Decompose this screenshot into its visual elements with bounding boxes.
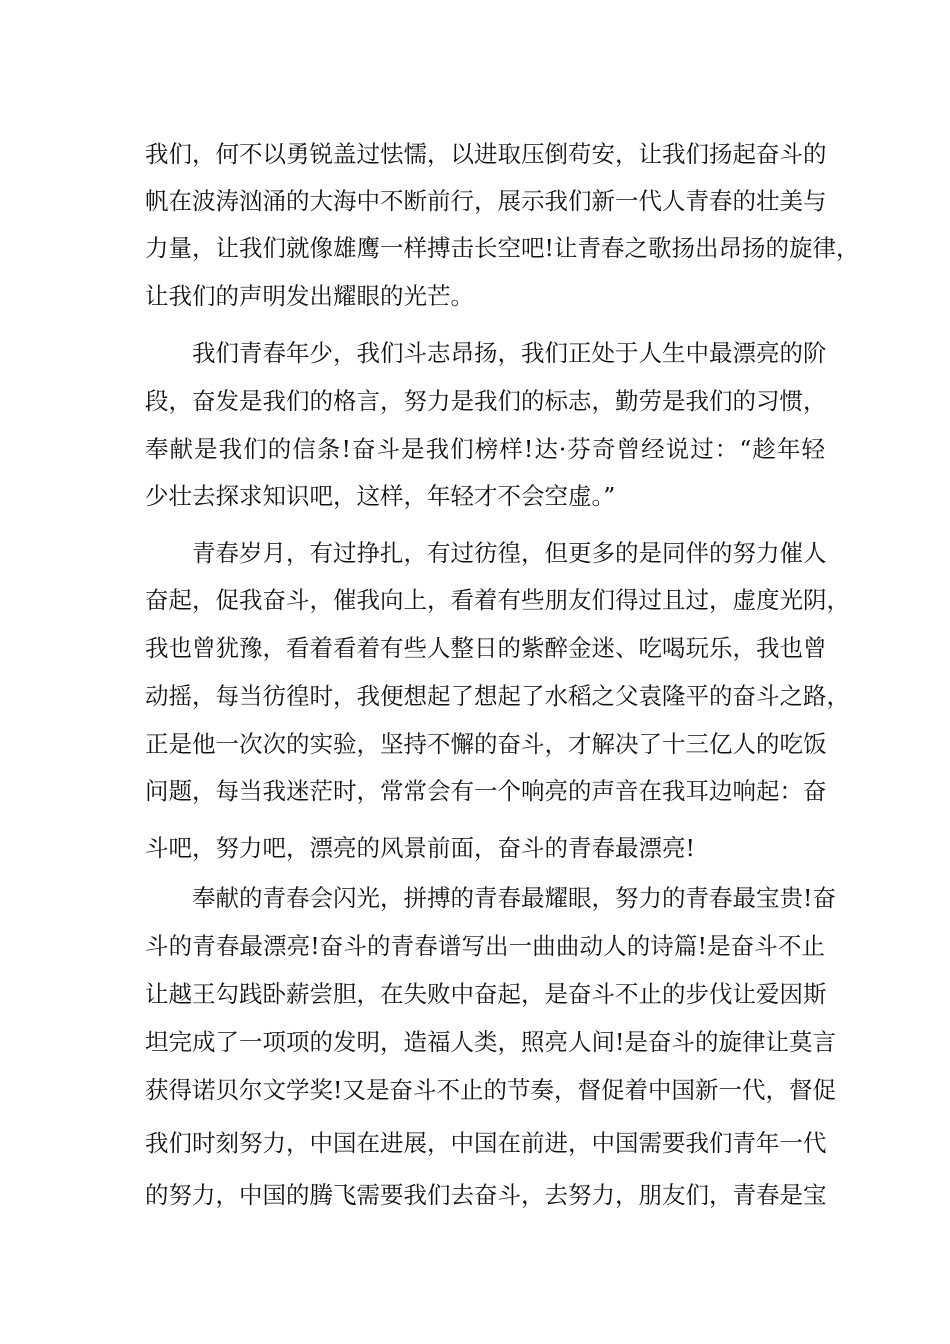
text-line: 让我们的声明发出耀眼的光芒。 — [145, 282, 474, 310]
text-line: 正是他一次次的实验，坚持不懈的奋斗，才解决了十三亿人的吃饭 — [145, 730, 827, 758]
text-line: 获得诺贝尔文学奖!又是奋斗不止的节奏，督促着中国新一代，督促 — [145, 1076, 836, 1104]
text-line: 奋起，促我奋斗，催我向上，看着有些朋友们得过且过，虚度光阴， — [145, 586, 850, 614]
text-line: 问题，每当我迷茫时，常常会有一个响亮的声音在我耳边响起：奋 — [145, 777, 827, 805]
text-line: 段，奋发是我们的格言，努力是我们的标志，勤劳是我们的习惯， — [145, 387, 827, 415]
text-line: 我也曾犹豫，看着看着有些人整日的紫醉金迷、吃喝玩乐，我也曾 — [145, 634, 827, 662]
text-line: 力量，让我们就像雄鹰一样搏击长空吧!让青春之歌扬出昂扬的旋律， — [145, 234, 860, 262]
text-line: 少壮去探求知识吧，这样，年轻才不会空虚。” — [145, 482, 616, 510]
paragraph-first-line: 我们青春年少，我们斗志昂扬，我们正处于人生中最漂亮的阶 — [192, 339, 827, 367]
text-line: 动摇，每当彷徨时，我便想起了想起了水稻之父袁隆平的奋斗之路， — [145, 682, 850, 710]
text-line: 我们，何不以勇锐盖过怯懦，以进取压倒苟安，让我们扬起奋斗的 — [145, 140, 827, 168]
text-line: 斗的青春最漂亮!奋斗的青春谱写出一曲曲动人的诗篇!是奋斗不止 — [145, 932, 825, 960]
paragraph-first-line: 青春岁月，有过挣扎，有过彷徨，但更多的是同伴的努力催人 — [192, 539, 827, 567]
text-line: 斗吧，努力吧，漂亮的风景前面，奋斗的青春最漂亮! — [145, 834, 695, 862]
text-line: 我们时刻努力，中国在进展，中国在前进，中国需要我们青年一代 — [145, 1129, 827, 1157]
paragraph-first-line: 奉献的青春会闪光，拼搏的青春最耀眼，努力的青春最宝贵!奋 — [192, 884, 836, 912]
text-line: 让越王勾践卧薪尝胆，在失败中奋起，是奋斗不止的步伐让爱因斯 — [145, 980, 827, 1008]
text-line: 的努力，中国的腾飞需要我们去奋斗，去努力，朋友们，青春是宝 — [145, 1181, 827, 1209]
text-line: 奉献是我们的信条!奋斗是我们榜样!达·芬奇曾经说过：“趁年轻 — [145, 435, 825, 463]
text-line: 帆在波涛汹涌的大海中不断前行，展示我们新一代人青春的壮美与 — [145, 187, 827, 215]
text-line: 坦完成了一项项的发明，造福人类，照亮人间!是奋斗的旋律让莫言 — [145, 1028, 836, 1056]
